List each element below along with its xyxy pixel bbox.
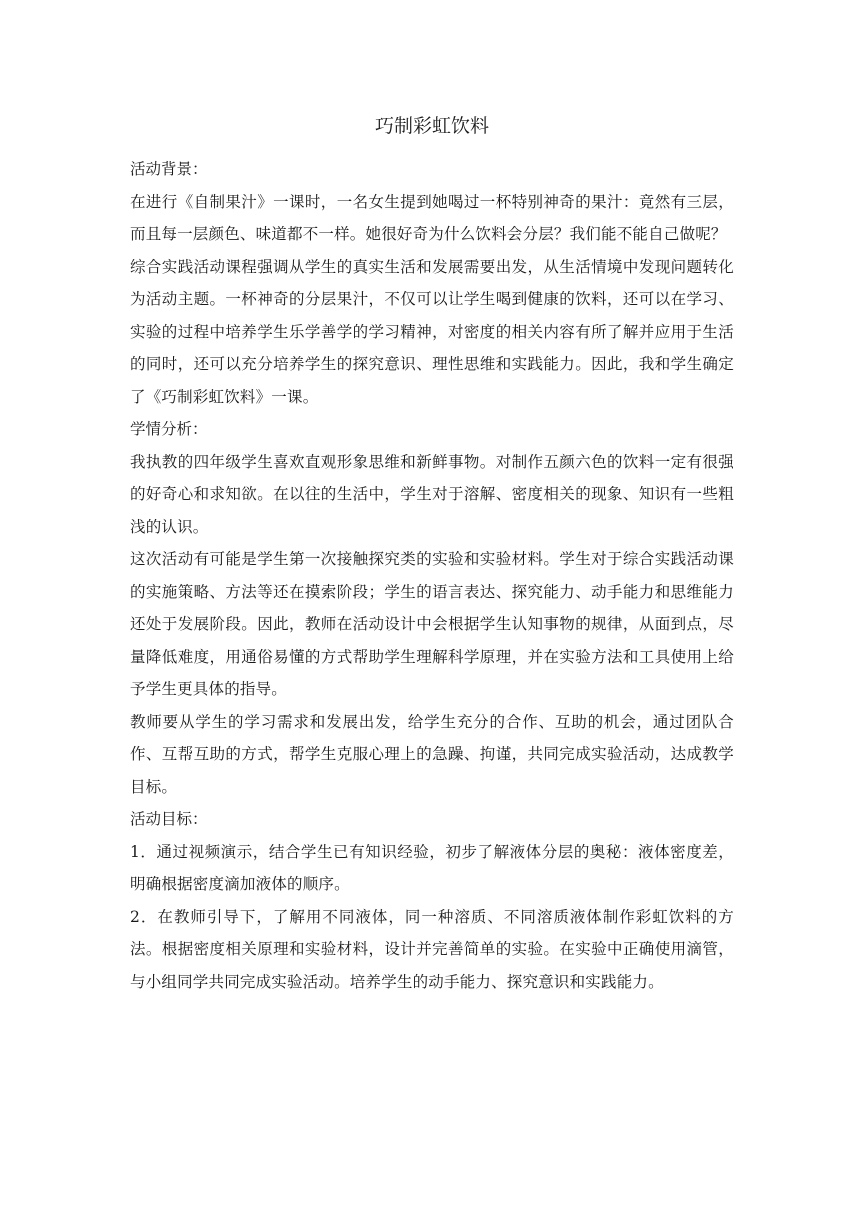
- section-background: [130, 153, 734, 413]
- paragraph: 在进行《自制果汁》一课时，一名女生提到她喝过一杯特别神奇的果汁：竟然有三层，而且每一层颜色、味道都不一样。她很好奇为什么饮料会分层？我们能不能自己做呢？: [130, 192, 734, 243]
- paragraph: 教师要从学生的学习需求和发展出发，给学生充分的合作、互助的机会，通过团队合作、互帮互助的方式，帮学生克服心理上的急躁、拘谨，共同完成实验活动，达成教学目标。: [130, 712, 734, 796]
- document-page: [130, 112, 734, 998]
- document-title: 巧制彩虹饮料: [374, 115, 489, 137]
- section-analysis: [130, 413, 734, 803]
- goal-item: 1．通过视频演示，结合学生已有知识经验，初步了解液体分层的奥秘：液体密度差，明确根据密度滴加液体的顺序。: [130, 842, 734, 893]
- section-heading-goals: 活动目标：: [130, 810, 208, 828]
- paragraph: 这次活动有可能是学生第一次接触探究类的实验和实验材料。学生对于综合实践活动课的实施策略、方法等还在摸索阶段；学生的语言表达、探究能力、动手能力和思维能力还处于发展阶段。因此，教师在活动设计中会根据学生认知事物的规律，从面到点，尽量降低难度，用通俗易懂的方式帮助学生理解科学原理，并在实验方法和工具使用上给予学生更具体的指导。: [130, 550, 734, 698]
- goal-item: 2．在教师引导下，了解用不同液体，同一种溶质、不同溶质液体制作彩虹饮料的方法。根据密度相关原理和实验材料，设计并完善简单的实验。在实验中正确使用滴管，与小组同学共同完成实验活动。培养学生的动手能力、探究意识和实践能力。: [130, 907, 734, 991]
- section-heading-analysis: 学情分析：: [130, 420, 208, 438]
- paragraph: 综合实践活动课程强调从学生的真实生活和发展需要出发，从生活情境中发现问题转化为活动主题。一杯神奇的分层果汁，不仅可以让学生喝到健康的饮料，还可以在学习、实验的过程中培养学生乐学善学的学习精神，对密度的相关内容有所了解并应用于生活的同时，还可以充分培养学生的探究意识、理性思维和实践能力。因此，我和学生确定了《巧制彩虹饮料》一课。: [130, 257, 734, 406]
- section-goals: [130, 803, 734, 998]
- section-heading-background: 活动背景：: [130, 160, 208, 178]
- paragraph: 我执教的四年级学生喜欢直观形象思维和新鲜事物。对制作五颜六色的饮料一定有很强的好奇心和求知欲。在以往的生活中，学生对于溶解、密度相关的现象、知识有一些粗浅的认识。: [130, 452, 734, 536]
